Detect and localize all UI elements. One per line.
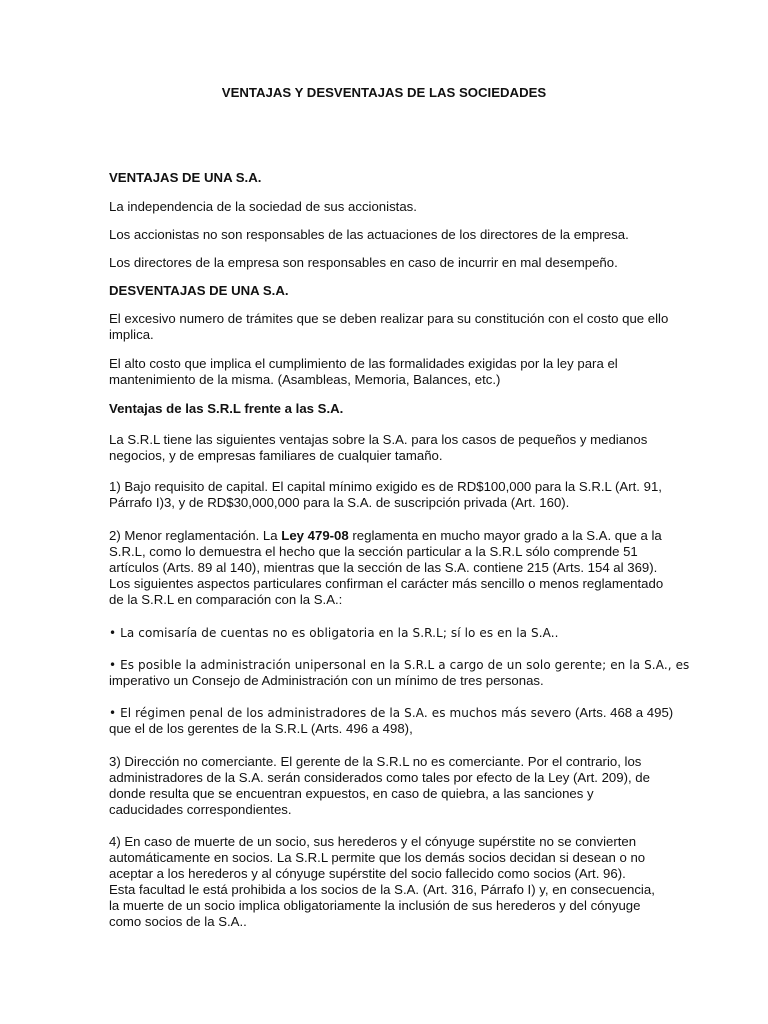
text-line: imperativo un Consejo de Administración con un mínimo de tres personas. (109, 673, 544, 688)
text-run: reglamenta en mucho mayor grado a la S.A. que a la (348, 528, 662, 543)
srl-point-3 (109, 754, 669, 818)
srl-point-1 (109, 479, 669, 511)
heading-ventajas-srl: Ventajas de las S.R.L frente a las S.A. (109, 401, 344, 416)
text-run: (Arts. 468 a 495) (571, 705, 674, 720)
text-line: Párrafo I)3, y de RD$30,000,000 para la S.A. de suscripción privada (Art. 160). (109, 495, 570, 510)
text-line: Los siguientes aspectos particulares confirman el carácter más sencillo o menos reglamentado (109, 576, 664, 591)
text-line: El alto costo que implica el cumplimiento de las formalidades exigidas por la ley para el (109, 356, 618, 371)
desventaja-sa-1 (109, 311, 669, 343)
srl-bullet-1: • La comisaría de cuentas no es obligatoria en la S.R.L; sí lo es en la S.A.. (109, 626, 559, 640)
text-line: Esta facultad le está prohibida a los socios de la S.A. (Art. 316, Párrafo I) y, en consecuencia, (109, 882, 655, 897)
srl-point-4 (109, 834, 669, 930)
text-line: La S.R.L tiene las siguientes ventajas sobre la S.A. para los casos de pequeños y medianos (109, 432, 648, 447)
text-line: donde resulta que se encuentran expuestos, en caso de quiebra, a las sanciones y (109, 786, 594, 801)
text-run: • El régimen penal de los administradores de la S.A. es muchos más severo (109, 706, 572, 720)
text-line (109, 705, 674, 721)
srl-bullet-3 (109, 705, 674, 737)
ventaja-sa-3: Los directores de la empresa son responsables en caso de incurrir en mal desempeño. (109, 255, 618, 270)
text-line: artículos (Arts. 89 al 140), mientras que la sección de las S.A. contiene 215 (Arts. 154 al 369). (109, 560, 658, 575)
ventaja-sa-1: La independencia de la sociedad de sus accionistas. (109, 199, 417, 214)
desventaja-sa-2 (109, 356, 669, 388)
text-run: 2) Menor reglamentación. La (109, 528, 282, 543)
law-reference: Ley 479-08 (281, 528, 349, 543)
heading-ventajas-sa: VENTAJAS DE UNA S.A. (109, 170, 262, 185)
text-line: El excesivo numero de trámites que se deben realizar para su constitución con el costo que ello (109, 311, 669, 326)
document-title: VENTAJAS Y DESVENTAJAS DE LAS SOCIEDADES (221, 85, 547, 100)
text-line: como socios de la S.A.. (109, 914, 247, 929)
srl-bullet-2 (109, 657, 690, 689)
text-line: implica. (109, 327, 154, 342)
text-line: 4) En caso de muerte de un socio, sus herederos y el cónyuge supérstite no se convierten (109, 834, 637, 849)
ventaja-sa-2: Los accionistas no son responsables de las actuaciones de los directores de la empresa. (109, 227, 629, 242)
text-line: administradores de la S.A. serán considerados como tales por efecto de la Ley (Art. 209), de (109, 770, 650, 785)
heading-desventajas-sa: DESVENTAJAS DE UNA S.A. (109, 283, 289, 298)
text-line: • Es posible la administración unipersonal en la S.R.L a cargo de un solo gerente; en la S.A., es (109, 658, 690, 672)
text-line: mantenimiento de la misma. (Asambleas, Memoria, Balances, etc.) (109, 372, 501, 387)
text-line: caducidades correspondientes. (109, 802, 292, 817)
text-line (109, 528, 669, 544)
text-line: S.R.L, como lo demuestra el hecho que la sección particular a la S.R.L sólo comprende 51 (109, 544, 638, 559)
text-line: de la S.R.L en comparación con la S.A.: (109, 592, 343, 607)
text-line: que el de los gerentes de la S.R.L (Arts. 496 a 498), (109, 721, 413, 736)
srl-intro (109, 432, 669, 464)
srl-point-2 (109, 528, 669, 608)
text-line: 1) Bajo requisito de capital. El capital mínimo exigido es de RD$100,000 para la S.R.L (Art. 91, (109, 479, 662, 494)
text-line: la muerte de un socio implica obligatoriamente la inclusión de sus herederos y del cónyuge (109, 898, 641, 913)
text-line: negocios, y de empresas familiares de cualquier tamaño. (109, 448, 443, 463)
text-line: aceptar a los herederos y al cónyuge supérstite del socio fallecido como socios (Art. 96). (109, 866, 626, 881)
text-line: automáticamente en socios. La S.R.L permite que los demás socios decidan si desean o no (109, 850, 646, 865)
text-line: 3) Dirección no comerciante. El gerente de la S.R.L no es comerciante. Por el contrario, los (109, 754, 642, 769)
